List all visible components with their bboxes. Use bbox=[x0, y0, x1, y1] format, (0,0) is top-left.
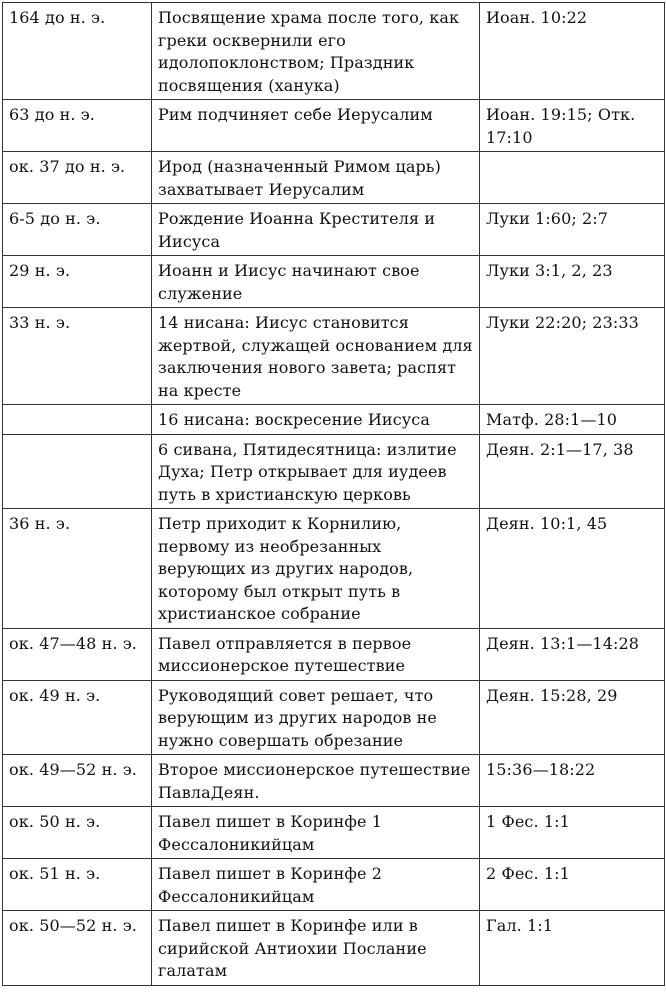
reference-cell: Луки 1:60; 2:7 bbox=[480, 204, 665, 256]
event-cell: 16 нисана: воскресение Иисуса bbox=[152, 405, 480, 435]
date-cell: ок. 49 н. э. bbox=[3, 680, 152, 755]
event-cell: 6 сивана, Пятидесятница: излитие Духа; Петр открывает для иудеев путь в христианскую церковь bbox=[152, 434, 480, 509]
reference-cell: 2 Фес. 1:1 bbox=[480, 859, 665, 911]
table-row bbox=[3, 3, 665, 100]
table-row bbox=[3, 256, 665, 308]
table-row bbox=[3, 807, 665, 859]
date-cell: ок. 47—48 н. э. bbox=[3, 628, 152, 680]
event-cell: Иоанн и Иисус начинают свое служение bbox=[152, 256, 480, 308]
event-cell: 14 нисана: Иисус становится жертвой, служащей основанием для заключения нового завета; распят на кресте bbox=[152, 308, 480, 405]
table-row bbox=[3, 204, 665, 256]
date-cell: 164 до н. э. bbox=[3, 3, 152, 100]
table-row bbox=[3, 152, 665, 204]
date-cell: ок. 51 н. э. bbox=[3, 859, 152, 911]
reference-cell: Луки 3:1, 2, 23 bbox=[480, 256, 665, 308]
timeline-table bbox=[2, 2, 665, 986]
event-cell: Посвящение храма после того, как греки осквернили его идолопоклонством; Праздник посвящения (ханука) bbox=[152, 3, 480, 100]
date-cell: ок. 37 до н. э. bbox=[3, 152, 152, 204]
reference-cell: Деян. 10:1, 45 bbox=[480, 509, 665, 629]
table-row bbox=[3, 859, 665, 911]
reference-cell: Иоан. 19:15; Отк. 17:10 bbox=[480, 100, 665, 152]
event-cell: Ирод (назначенный Римом царь) захватывает Иерусалим bbox=[152, 152, 480, 204]
event-cell: Павел отправляется в первое миссионерское путешествие bbox=[152, 628, 480, 680]
table-row bbox=[3, 434, 665, 509]
reference-cell: Луки 22:20; 23:33 bbox=[480, 308, 665, 405]
event-cell: Рождение Иоанна Крестителя и Иисуса bbox=[152, 204, 480, 256]
reference-cell: 15:36—18:22 bbox=[480, 755, 665, 807]
date-cell: ок. 49—52 н. э. bbox=[3, 755, 152, 807]
reference-cell: Деян. 2:1—17, 38 bbox=[480, 434, 665, 509]
event-cell: Рим подчиняет себе Иерусалим bbox=[152, 100, 480, 152]
event-cell: Руководящий совет решает, что верующим из других народов не нужно совершать обрезание bbox=[152, 680, 480, 755]
table-row bbox=[3, 100, 665, 152]
reference-cell: Деян. 15:28, 29 bbox=[480, 680, 665, 755]
date-cell: ок. 50—52 н. э. bbox=[3, 911, 152, 986]
reference-cell bbox=[480, 152, 665, 204]
reference-cell: Иоан. 10:22 bbox=[480, 3, 665, 100]
event-cell: Петр приходит к Корнилию, первому из необрезанных верующих из других народов, которому был открыт путь в христианское собрание bbox=[152, 509, 480, 629]
table-row bbox=[3, 911, 665, 986]
event-cell: Павел пишет в Коринфе 2 Фессалоникийцам bbox=[152, 859, 480, 911]
date-cell: 29 н. э. bbox=[3, 256, 152, 308]
table-row bbox=[3, 680, 665, 755]
date-cell: 6-5 до н. э. bbox=[3, 204, 152, 256]
table-row bbox=[3, 628, 665, 680]
table-row bbox=[3, 509, 665, 629]
reference-cell: Деян. 13:1—14:28 bbox=[480, 628, 665, 680]
event-cell: Павел пишет в Коринфе или в сирийской Антиохии Послание галатам bbox=[152, 911, 480, 986]
reference-cell: Матф. 28:1—10 bbox=[480, 405, 665, 435]
reference-cell: Гал. 1:1 bbox=[480, 911, 665, 986]
date-cell bbox=[3, 434, 152, 509]
table-row bbox=[3, 405, 665, 435]
table-row bbox=[3, 755, 665, 807]
event-cell: Павел пишет в Коринфе 1 Фессалоникийцам bbox=[152, 807, 480, 859]
date-cell: 33 н. э. bbox=[3, 308, 152, 405]
table-row bbox=[3, 308, 665, 405]
event-cell: Второе миссионерское путешествие ПавлаДеян. bbox=[152, 755, 480, 807]
date-cell: 36 н. э. bbox=[3, 509, 152, 629]
date-cell: 63 до н. э. bbox=[3, 100, 152, 152]
reference-cell: 1 Фес. 1:1 bbox=[480, 807, 665, 859]
date-cell: ок. 50 н. э. bbox=[3, 807, 152, 859]
date-cell bbox=[3, 405, 152, 435]
